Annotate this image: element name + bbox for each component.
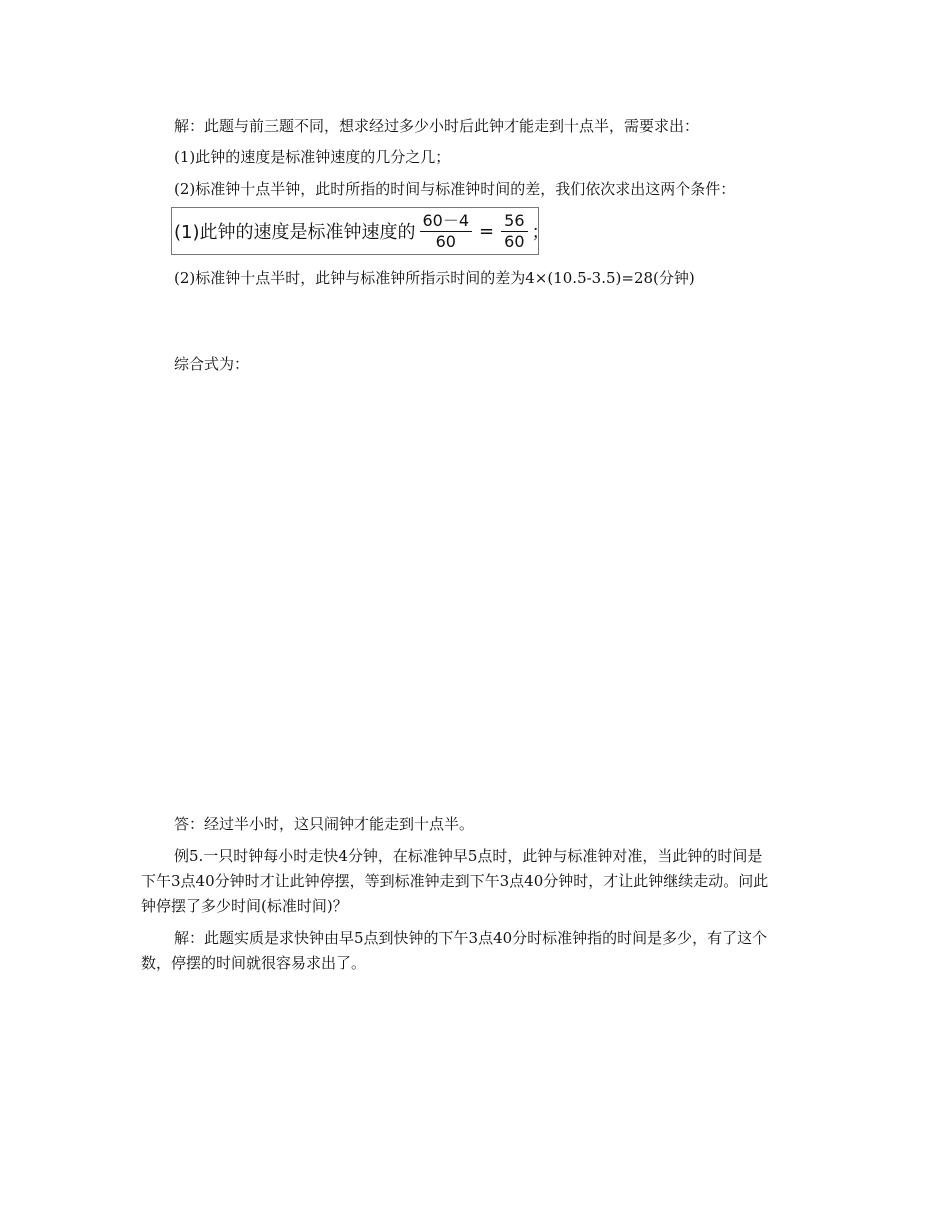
- fraction-denominator: 60: [504, 231, 525, 251]
- condition-2: (2)标准钟十点半钟，此时所指的时间与标准钟时间的差，我们依次求出这两个条件：: [174, 180, 736, 198]
- formula-image: [171, 207, 550, 255]
- solution-2-line-2: 数，停摆的时间就很容易求出了。: [141, 954, 367, 972]
- fraction-numerator: 56: [501, 212, 527, 232]
- formula-prefix: (1)此钟的速度是标准钟速度的: [174, 222, 416, 243]
- answer-text: 答：经过半小时，这只闹钟才能走到十点半。: [174, 815, 475, 833]
- combined-formula-label: 综合式为：: [174, 355, 250, 373]
- equals-sign: =: [479, 220, 495, 242]
- fraction-56-over-60: [501, 212, 527, 251]
- fraction-numerator: 60－4: [420, 212, 473, 232]
- example-5-line-1: 例5.一只时钟每小时走快4分钟，在标准钟早5点时，此钟与标准钟对准，当此钟的时间是: [174, 847, 763, 865]
- example-5-line-2: 下午3点40分钟时才让此钟停摆，等到标准钟走到下午3点40分钟时，才让此钟继续走动。问此: [141, 872, 769, 890]
- solution-intro: 解：此题与前三题不同，想求经过多少小时后此钟才能走到十点半，需要求出：: [174, 117, 700, 135]
- step-2: (2)标准钟十点半时，此钟与标准钟所指示时间的差为4×(10.5-3.5)=28(分钟): [174, 269, 695, 287]
- condition-1: (1)此钟的速度是标准钟速度的几分之几；: [174, 148, 451, 166]
- fraction-60-4-over-60: [420, 212, 473, 251]
- fraction-denominator: 60: [435, 231, 456, 251]
- solution-2-line-1: 解：此题实质是求快钟由早5点到快钟的下午3点40分时标准钟指的时间是多少，有了这个: [174, 929, 768, 947]
- example-5-line-3: 钟停摆了多少时间(标准时间)？: [141, 897, 348, 915]
- formula-suffix: ；: [531, 222, 550, 243]
